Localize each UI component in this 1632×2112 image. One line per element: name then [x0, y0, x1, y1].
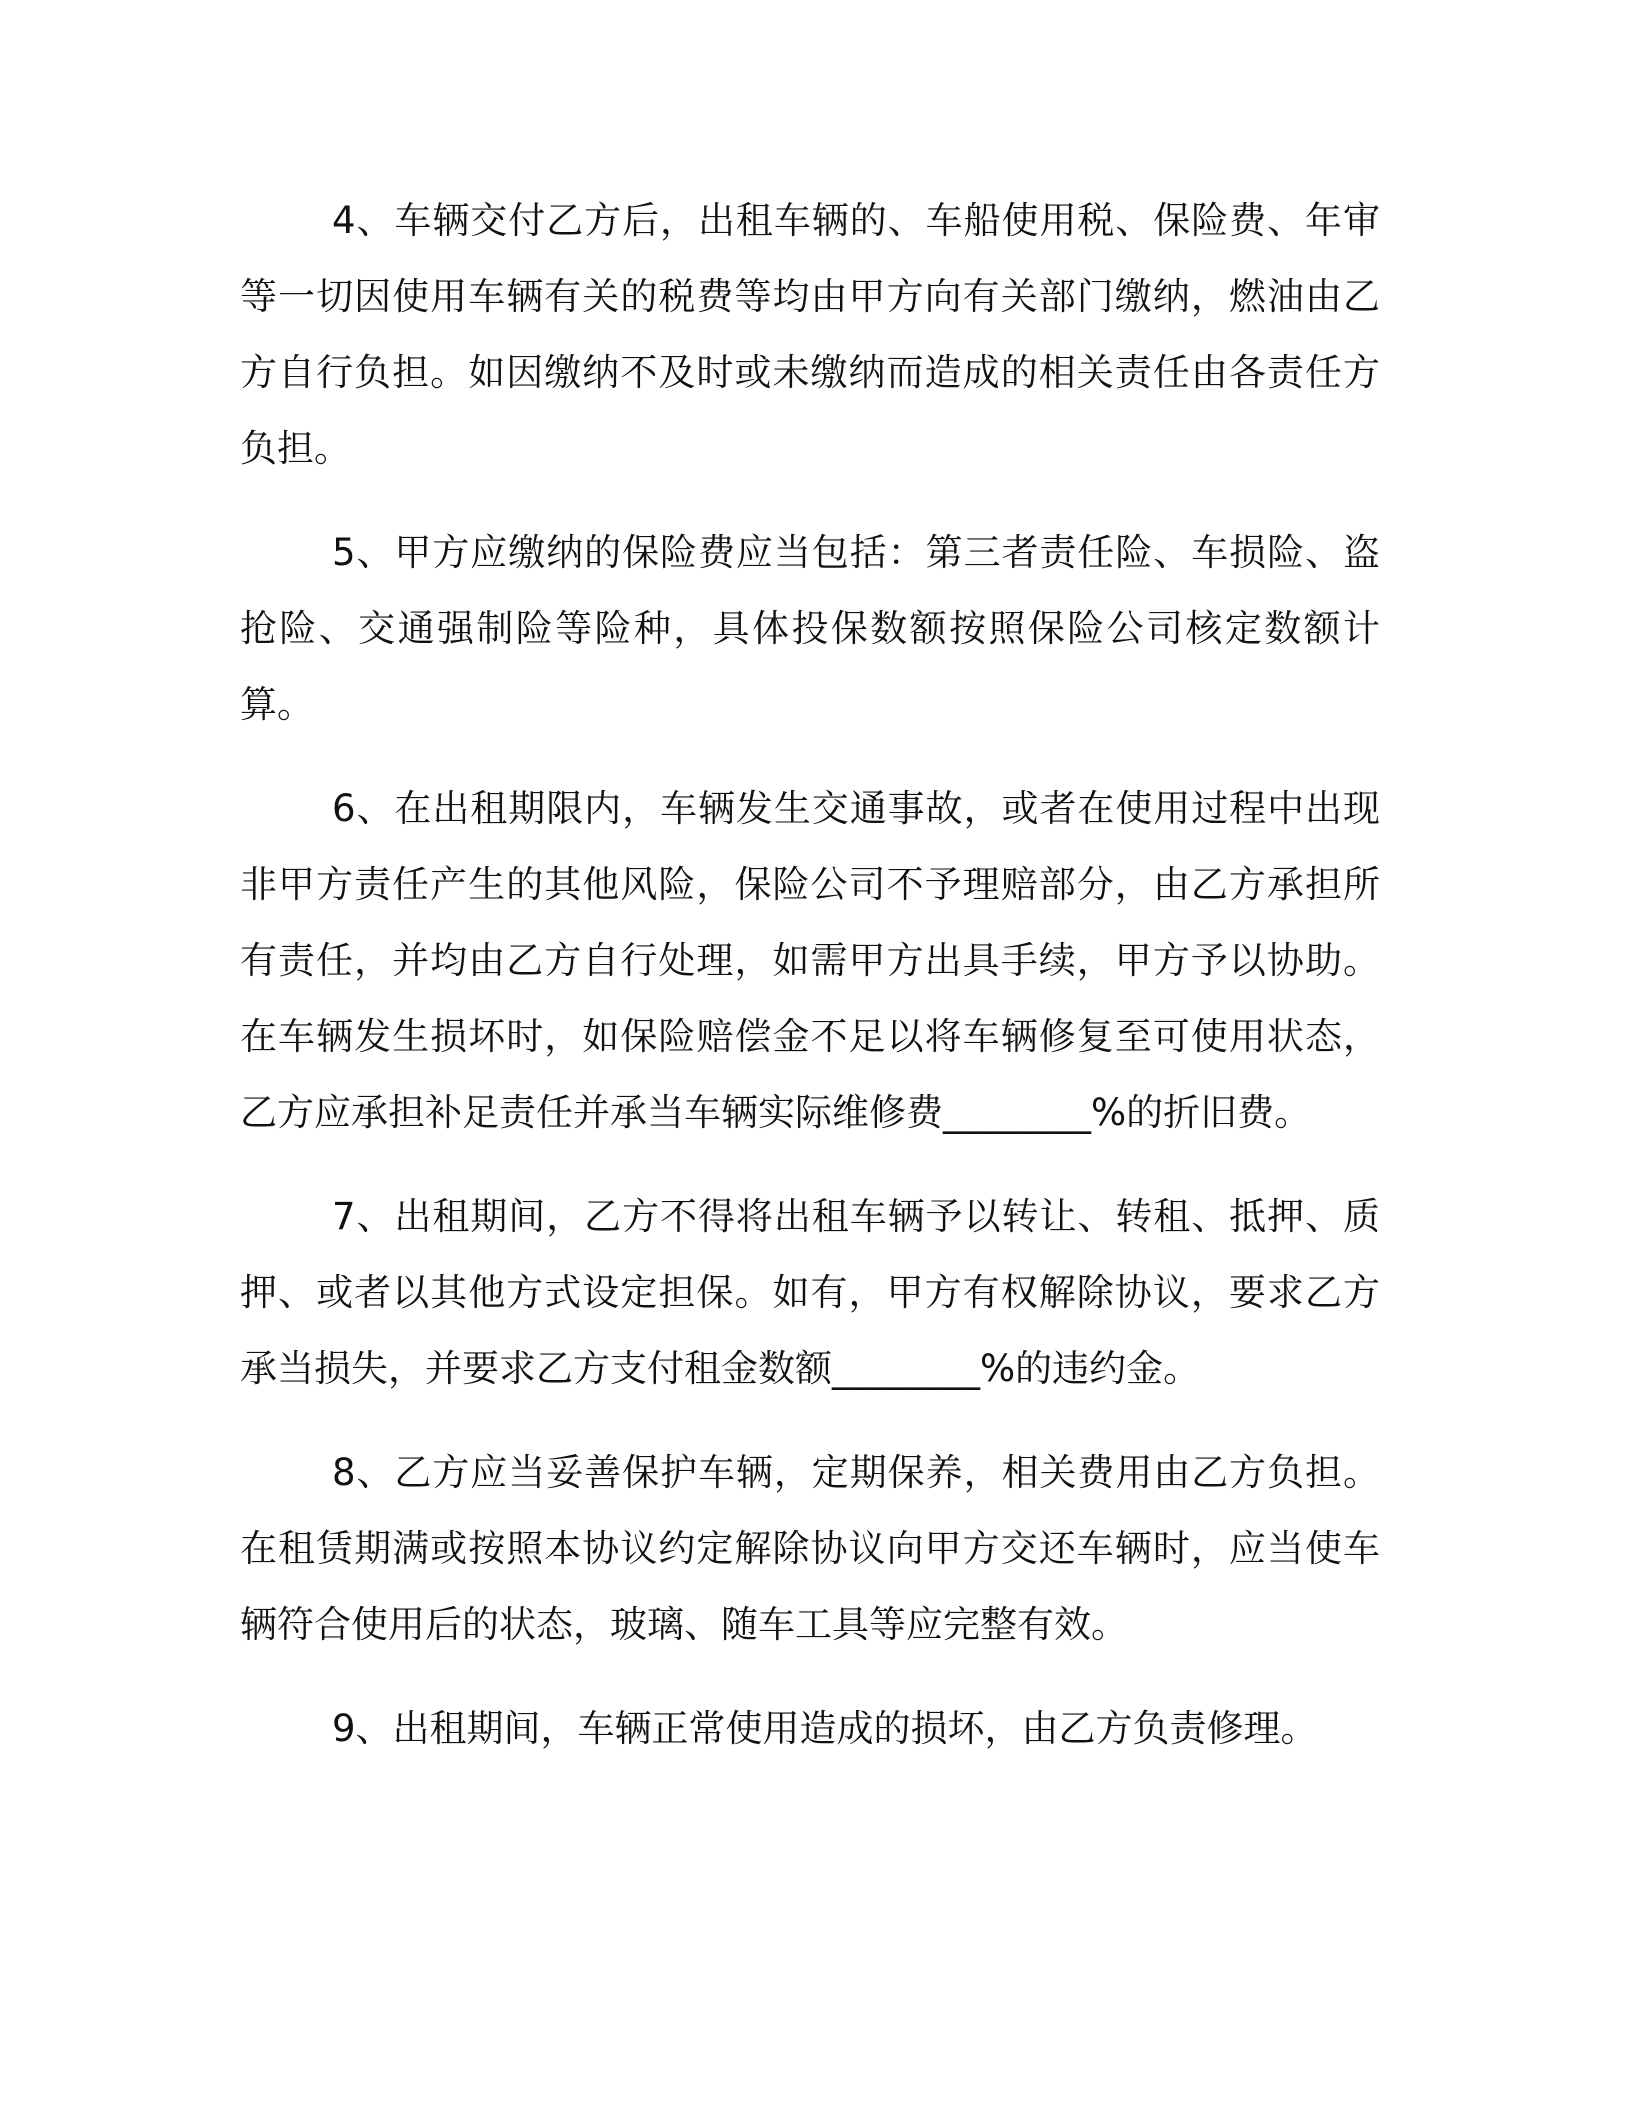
- document-body: [240, 183, 1380, 1767]
- clause-6-paragraph: 6、在出租期限内，车辆发生交通事故，或者在使用过程中出现非甲方责任产生的其他风险，保险公司不予理赔部分，由乙方承担所有责任，并均由乙方自行处理，如需甲方出具手续，甲方予以协助。在车辆发生损坏时，如保险赔偿金不足以将车辆修复至可使用状态，乙方应承担补足责任并承当车辆实际维修费________%的折旧费。: [240, 787, 1380, 1134]
- clause-7-paragraph: 7、出租期间，乙方不得将出租车辆予以转让、转租、抵押、质押、或者以其他方式设定担保。如有，甲方有权解除协议，要求乙方承当损失，并要求乙方支付租金数额________%的违约金。: [240, 1195, 1380, 1390]
- clause-8-paragraph: 8、乙方应当妥善保护车辆，定期保养，相关费用由乙方负担。在租赁期满或按照本协议约定解除协议向甲方交还车辆时，应当使车辆符合使用后的状态，玻璃、随车工具等应完整有效。: [240, 1451, 1380, 1646]
- clause-4-paragraph: 4、车辆交付乙方后，出租车辆的、车船使用税、保险费、年审等一切因使用车辆有关的税费等均由甲方向有关部门缴纳，燃油由乙方自行负担。如因缴纳不及时或未缴纳而造成的相关责任由各责任方负担。: [240, 199, 1380, 470]
- clause-5-paragraph: 5、甲方应缴纳的保险费应当包括：第三者责任险、车损险、盗抢险、交通强制险等险种，具体投保数额按照保险公司核定数额计算。: [240, 531, 1380, 726]
- clause-9-paragraph: 9、出租期间，车辆正常使用造成的损坏，由乙方负责修理。: [332, 1707, 1318, 1750]
